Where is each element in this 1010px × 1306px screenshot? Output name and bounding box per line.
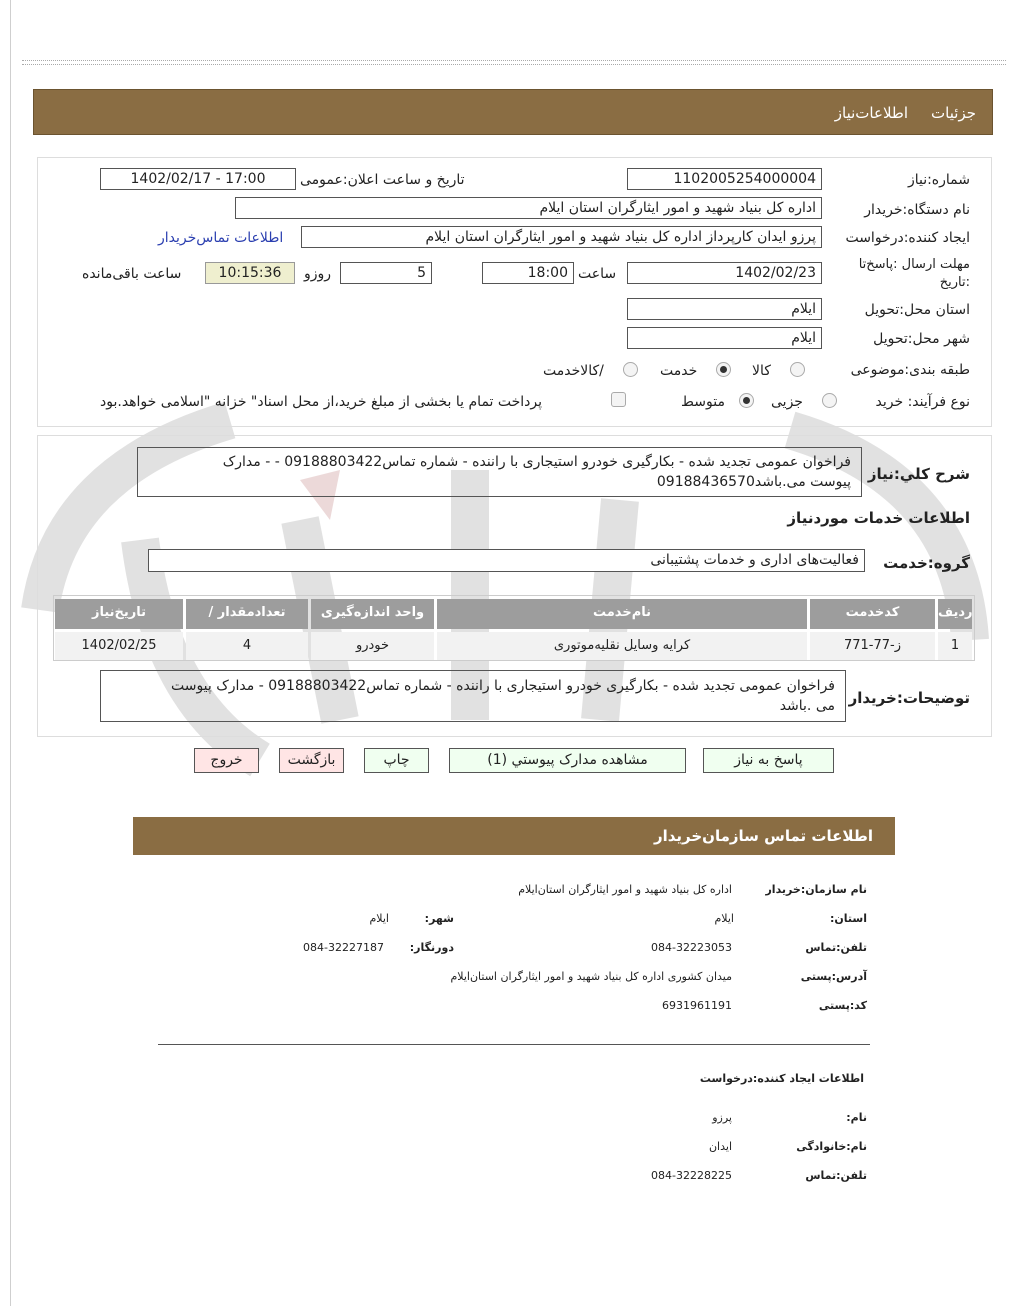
remaining-time-label: ساعت باقی‌مانده bbox=[82, 266, 182, 282]
services-section-title: اطلاعات خدمات موردنیاز bbox=[787, 509, 970, 527]
table-header-need-date: تاریخ‌نیاز bbox=[55, 599, 183, 629]
delivery-province-field: ایلام bbox=[627, 298, 822, 320]
contact-fax-value: 084-32227187 bbox=[303, 941, 384, 954]
exit-button[interactable]: خروج bbox=[194, 748, 259, 773]
section-divider bbox=[158, 1044, 870, 1045]
table-header-service-name: نام‌خدمت bbox=[437, 599, 807, 629]
category-service-radio[interactable] bbox=[716, 362, 731, 377]
deadline-label: مهلت ارسال :پاسخ‌تا bbox=[858, 257, 970, 272]
contact-province-label: استان: bbox=[830, 912, 867, 925]
general-description-label: شرح کلي:نیاز bbox=[867, 465, 970, 483]
process-minor-radio[interactable] bbox=[822, 393, 837, 408]
category-goods-label: کالا bbox=[752, 363, 771, 379]
requester-phone-value: 084-32228225 bbox=[651, 1169, 732, 1182]
creator-label: ایجاد کننده:درخواست bbox=[845, 230, 970, 246]
delivery-city-label: شهر محل:تحویل bbox=[873, 331, 970, 347]
requester-phone-label: تلفن:تماس bbox=[805, 1169, 867, 1182]
table-header-row-number: ردیف bbox=[938, 599, 972, 629]
creator-field: پرزو ایدان کارپرداز اداره کل بنیاد شهید و امور ایثارگران استان ایلام bbox=[301, 226, 822, 248]
services-table bbox=[53, 595, 975, 661]
table-cell-service-name: کرایه وسایل نقلیه‌موتوری bbox=[437, 632, 807, 660]
requester-family-label: نام:خانوادگی bbox=[796, 1140, 867, 1153]
table-cell-quantity: 4 bbox=[186, 632, 308, 660]
back-button[interactable]: بازگشت bbox=[279, 748, 344, 773]
announce-date-label: تاریخ و ساعت اعلان:عمومی bbox=[300, 172, 465, 188]
table-header-quantity: / تعدادمقدار bbox=[186, 599, 308, 629]
delivery-city-field: ایلام bbox=[627, 327, 822, 349]
category-service-label: خدمت bbox=[660, 363, 698, 379]
general-description-box bbox=[137, 447, 862, 497]
treasury-payment-checkbox[interactable] bbox=[611, 392, 626, 407]
contact-postal-value: 6931961191 bbox=[662, 999, 732, 1012]
contact-address-label: آدرس:پستی bbox=[800, 970, 867, 983]
buyer-notes-label: توضیحات:خریدار bbox=[848, 689, 970, 707]
process-minor-label: جزیی bbox=[771, 394, 803, 410]
page-left-border bbox=[10, 0, 11, 1306]
treasury-payment-label: پرداخت تمام یا بخشی از مبلغ خرید،از محل اسناد" خزانه "اسلامی خواهد.بود bbox=[100, 394, 543, 410]
deadline-date-field: 1402/02/23 bbox=[627, 262, 822, 284]
contact-fax-label: دورنگار: bbox=[409, 941, 454, 954]
announce-date-field: 1402/02/17 - 17:00 bbox=[100, 168, 296, 190]
contact-province-value: ایلام bbox=[714, 912, 734, 925]
contact-phone-label: تلفن:تماس bbox=[805, 941, 867, 954]
requester-family-value: ایدان bbox=[708, 1140, 732, 1153]
buyer-notes-line: فراخوان عمومی تجدید شده - بکارگیری خودرو استیجاری با راننده - شماره تماس09188803422 - مدارک پیوست bbox=[170, 678, 835, 694]
divider-dotted bbox=[22, 64, 1006, 65]
deadline-label-date: :تاریخ bbox=[939, 275, 970, 290]
need-number-label: شماره:نیاز bbox=[907, 172, 970, 188]
details-header bbox=[33, 89, 993, 135]
days-remaining-field: 5 bbox=[340, 262, 432, 284]
buyer-org-field: اداره کل بنیاد شهید و امور ایثارگران استان ایلام bbox=[235, 197, 822, 219]
contact-org-label: نام سازمان:خریدار bbox=[765, 883, 867, 896]
table-header-service-code: کدخدمت bbox=[810, 599, 935, 629]
deadline-time-label: ساعت bbox=[578, 266, 617, 282]
contact-phone-value: 084-32223053 bbox=[651, 941, 732, 954]
buyer-contact-title: اطلاعات تماس سازمان‌خریدار bbox=[653, 827, 873, 845]
tab-need-info[interactable]: اطلاعات‌نیاز bbox=[834, 104, 908, 122]
category-goods-radio[interactable] bbox=[790, 362, 805, 377]
view-attachments-button[interactable]: مشاهده مدارک پیوستي (1) bbox=[449, 748, 686, 773]
buyer-notes-box bbox=[100, 670, 846, 722]
category-goods-service-radio[interactable] bbox=[623, 362, 638, 377]
contact-address-value: میدان کشوری اداره کل بنیاد شهید و امور ایثارگران استان‌ایلام bbox=[450, 970, 732, 983]
delivery-province-label: استان محل:تحویل bbox=[864, 302, 970, 318]
deadline-time-field: 18:00 bbox=[482, 262, 574, 284]
print-button[interactable]: چاپ bbox=[364, 748, 429, 773]
requester-name-label: نام: bbox=[846, 1111, 867, 1124]
tab-details[interactable]: جزئیات bbox=[931, 104, 976, 122]
process-type-label: نوع فرآیند: خرید bbox=[875, 394, 970, 410]
table-header-unit: واحد اندازه‌گیری bbox=[311, 599, 434, 629]
table-cell-row-number: 1 bbox=[938, 632, 972, 660]
contact-city-value: ایلام bbox=[369, 912, 389, 925]
days-label: روزو bbox=[304, 266, 332, 282]
buyer-org-label: نام دستگاه:خریدار bbox=[864, 202, 970, 218]
process-medium-radio[interactable] bbox=[739, 393, 754, 408]
process-medium-label: متوسط bbox=[681, 394, 725, 410]
general-description-line: فراخوان عمومی تجدید شده - بکارگیری خودرو استیجاری با راننده - شماره تماس09188803422 - - مدارک bbox=[222, 454, 851, 470]
table-cell-service-code: ز-77-771 bbox=[810, 632, 935, 660]
buyer-contact-header bbox=[133, 817, 895, 855]
table-cell-unit: خودرو bbox=[311, 632, 434, 660]
general-description-line: پیوست می.باشد09188436570 bbox=[656, 474, 851, 490]
requester-section-title: اطلاعات ایجاد کننده:درخواست bbox=[699, 1072, 864, 1085]
reply-to-need-button[interactable]: پاسخ به نیاز bbox=[703, 748, 834, 773]
requester-name-value: پرزو bbox=[712, 1111, 732, 1124]
contact-org-value: اداره کل بنیاد شهید و امور ایثارگران استان‌ایلام bbox=[518, 883, 732, 896]
buyer-contact-link[interactable]: اطلاعات تماس‌خریدار bbox=[158, 230, 284, 246]
table-cell-need-date: 1402/02/25 bbox=[55, 632, 183, 660]
service-group-label: گروه:خدمت bbox=[883, 554, 970, 572]
buyer-notes-line: می .باشد bbox=[779, 698, 835, 714]
service-group-field: فعالیت‌های اداری و خدمات پشتیبانی bbox=[148, 549, 865, 572]
remaining-time-field: 10:15:36 bbox=[205, 262, 295, 284]
contact-postal-label: کد:پستی bbox=[818, 999, 867, 1012]
category-label: طبقه بندی:موضوعی bbox=[850, 362, 970, 378]
category-goods-service-label: /کالاخدمت bbox=[543, 363, 604, 379]
contact-city-label: شهر: bbox=[424, 912, 454, 925]
divider-dotted bbox=[22, 60, 1006, 61]
need-number-field: 1102005254000004 bbox=[627, 168, 822, 190]
